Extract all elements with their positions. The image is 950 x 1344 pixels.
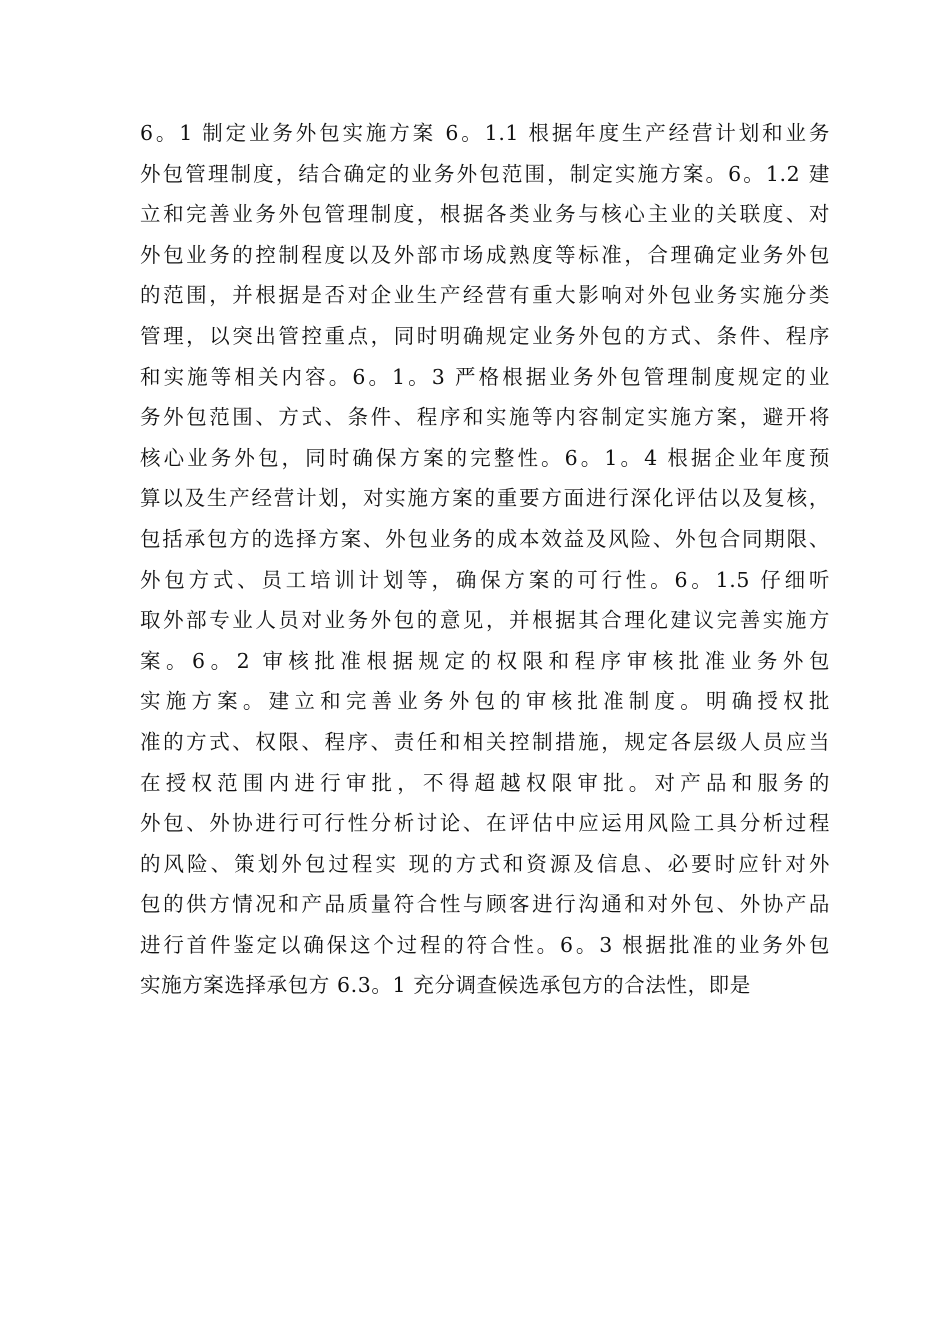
text-line: 6。1 制定业务外包实施方案 6。1.1 根据年度生产经营计划和业务 xyxy=(140,121,830,145)
text-line: 外包、外协进行可行性分析讨论、在评估中应运用风险工具分析过程 xyxy=(140,811,830,836)
text-line: 案。6。2 审核批准根据规定的权限和程序审核批准业务外包 xyxy=(140,648,830,673)
text-line: 准的方式、权限、程序、责任和相关控制措施，规定各层级人员应当 xyxy=(140,729,830,754)
text-line: 的范围，并根据是否对企业生产经营有重大影响对外包业务实施分类 xyxy=(140,283,830,308)
text-line: 和实施等相关内容。6。1。3 严格根据业务外包管理制度规定的业 xyxy=(140,364,830,389)
text-line: 包括承包方的选择方案、外包业务的成本效益及风险、外包合同期限、 xyxy=(140,526,830,551)
text-line: 取外部专业人员对业务外包的意见，并根据其合理化建议完善实施方 xyxy=(140,608,830,633)
text-line: 外包管理制度，结合确定的业务外包范围，制定实施方案。6。1.2 建 xyxy=(140,161,830,186)
text-line: 的风险、策划外包过程实 现的方式和资源及信息、必要时应针对外 xyxy=(140,851,830,876)
text-line: 核心业务外包，同时确保方案的完整性。6。1。4 根据企业年度预 xyxy=(140,445,830,470)
body-text xyxy=(140,113,830,1006)
text-line: 务外包范围、方式、条件、程序和实施等内容制定实施方案，避开将 xyxy=(140,405,830,430)
text-line: 实施方案选择承包方 6.3。1 充分调查候选承包方的合法性，即是 xyxy=(140,973,751,998)
text-line: 实施方案。建立和完善业务外包的审核批准制度。明确授权批 xyxy=(140,689,830,714)
text-line: 在授权范围内进行审批，不得超越权限审批。对产品和服务的 xyxy=(140,770,830,795)
text-line: 进行首件鉴定以确保这个过程的符合性。6。3 根据批准的业务外包 xyxy=(140,932,830,957)
text-line: 外包方式、员工培训计划等，确保方案的可行性。6。1.5 仔细听 xyxy=(140,567,830,592)
text-line: 包的供方情况和产品质量符合性与顾客进行沟通和对外包、外协产品 xyxy=(140,892,830,917)
text-line: 外包业务的控制程度以及外部市场成熟度等标准，合理确定业务外包 xyxy=(140,242,830,267)
text-line: 立和完善业务外包管理制度，根据各类业务与核心主业的关联度、对 xyxy=(140,202,830,227)
text-line: 管理，以突出管控重点，同时明确规定业务外包的方式、条件、程序 xyxy=(140,323,830,348)
text-line: 算以及生产经营计划，对实施方案的重要方面进行深化评估以及复核， xyxy=(140,486,830,511)
